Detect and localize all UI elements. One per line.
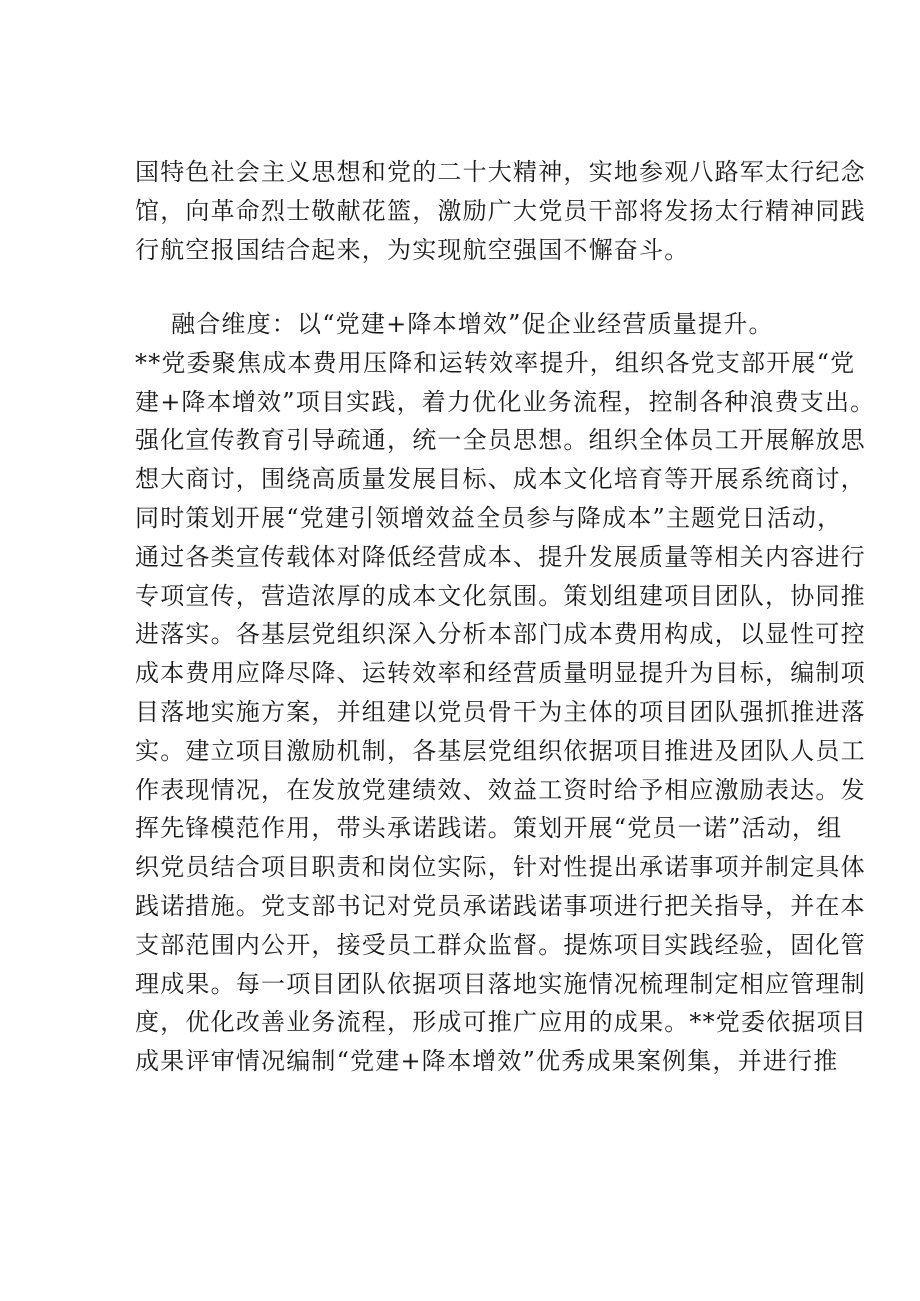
paragraph-line: 通过各类宣传载体对降低经营成本、提升发展质量等相关内容进行 xyxy=(135,542,866,571)
paragraph-line: 成本费用应降尽降、运转效率和经营质量明显提升为目标，编制项 xyxy=(135,659,866,688)
paragraph-line: 作表现情况，在发放党建绩效、效益工资时给予相应激励表达。发 xyxy=(135,775,866,804)
paragraph-line: 馆，向革命烈士敬献花篮，激励广大党员干部将发扬太行精神同践 xyxy=(135,196,866,225)
paragraph-line: 支部范围内公开，接受员工群众监督。提炼项目实践经验，固化管 xyxy=(135,930,866,959)
paragraph-line: **党委聚焦成本费用压降和运转效率提升，组织各党支部开展“党 xyxy=(135,348,856,377)
paragraph-line: 国特色社会主义思想和党的二十大精神，实地参观八路军太行纪念 xyxy=(135,158,866,186)
paragraph-line: 目落地实施方案，并组建以党员骨干为主体的项目团队强抓推进落 xyxy=(135,697,866,726)
paragraph-line: 挥先锋模范作用，带头承诺践诺。策划开展“党员一诺”活动，组 xyxy=(135,814,843,843)
section-heading-line: 融合维度：以“党建+降本增效”促企业经营质量提升。 xyxy=(171,310,774,338)
paragraph-line: 进落实。各基层党组织深入分析本部门成本费用构成，以显性可控 xyxy=(135,620,866,649)
paragraph-2 xyxy=(135,305,876,1081)
paragraph-line: 专项宣传，营造浓厚的成本文化氛围。策划组建项目团队，协同推 xyxy=(135,581,866,610)
paragraph-line: 行航空报国结合起来，为实现航空强国不懈奋斗。 xyxy=(135,235,690,264)
paragraph-line: 理成果。每一项目团队依据项目落地实施情况梳理制定相应管理制 xyxy=(135,969,866,998)
paragraph-1 xyxy=(135,153,866,269)
paragraph-line: 成果评审情况编制“党建+降本增效”优秀成果案例集，并进行推 xyxy=(135,1047,839,1076)
paragraph-line: 践诺措施。党支部书记对党员承诺践诺事项进行把关指导，并在本 xyxy=(135,891,866,920)
paragraph-line: 建+降本增效”项目实践，着力优化业务流程，控制各种浪费支出。 xyxy=(135,387,876,416)
paragraph-line: 实。建立项目激励机制，各基层党组织依据项目推进及团队人员工 xyxy=(135,736,866,765)
paragraph-line: 想大商讨，围绕高质量发展目标、成本文化培育等开展系统商讨， xyxy=(135,465,866,494)
paragraph-line: 同时策划开展“党建引领增效益全员参与降成本”主题党日活动， xyxy=(135,503,843,532)
paragraph-line: 织党员结合项目职责和岗位实际，针对性提出承诺事项并制定具体 xyxy=(135,853,866,882)
paragraph-line: 度，优化改善业务流程，形成可推广应用的成果。**党委依据项目 xyxy=(135,1008,867,1037)
paragraph-line: 强化宣传教育引导疏通，统一全员思想。组织全体员工开展解放思 xyxy=(135,426,866,455)
